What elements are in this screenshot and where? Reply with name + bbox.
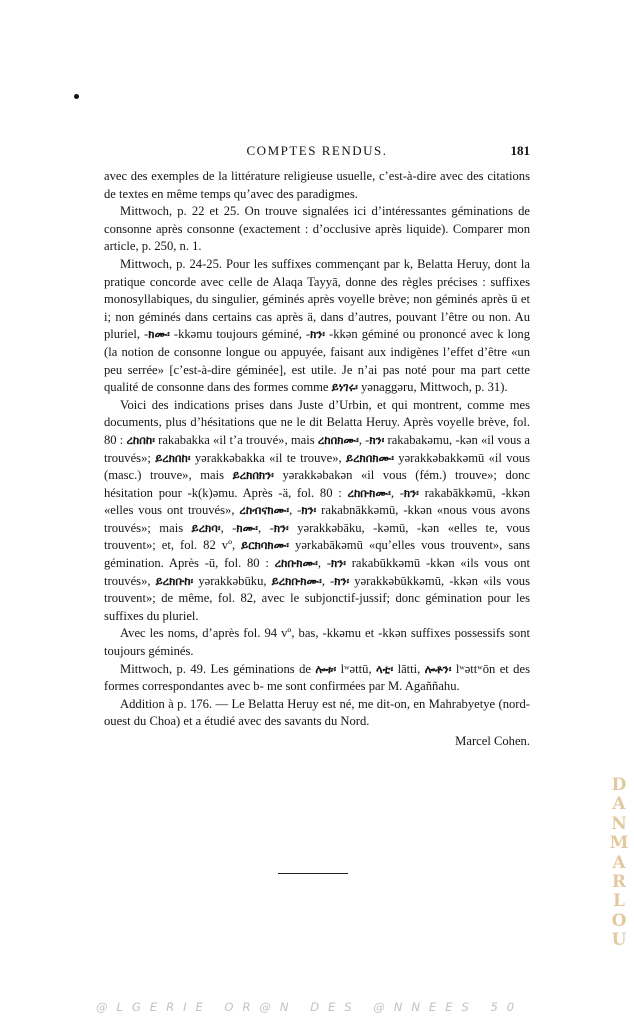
ethiopic-word: ረከበከ፡	[126, 432, 155, 447]
side-watermark-letter: U	[611, 930, 627, 951]
side-watermark-letter: A	[612, 794, 626, 815]
ethiopic-word: ክን፡	[334, 573, 350, 588]
ethiopic-word: ይረክበክን፡	[232, 468, 274, 483]
ethiopic-word: ረከብናክሙ፡	[239, 503, 290, 518]
ethiopic-word: ይረክባ፡	[191, 520, 221, 535]
ethiopic-word: ይረክበከ፡	[155, 450, 191, 465]
ethiopic-word: ክሙ፡	[148, 327, 170, 342]
paragraph: Voici des indications prises dans Juste d’Urbin, et qui montrent, comme mes documents, plus d’hésitations que ne le dit Belatta Heruy. Après voyelle brève, fol. 80 : ረከበከ፡ rakabakka «il t’a trouvé», mais ረከበክሙ፡, -ክን፡ rakabakəmu, -kən «il vous a trouvés»; ይረክበከ፡ yərakkəbakka «il te trouve», ይረክበክሙ፡ yərakkəbakkəmū «il vous (masc.) trouve», mais ይረክበክን፡ yərakkəbakən «il vous (fém.) trouve»; donc hésitation pour -k(k)əmu. Après -ä, fol. 80 : ረከቡክሙ፡, -ክን፡ rakabākkəmū, -kkən «elles vous ont trouvés», ረከብናክሙ፡, -ክን፡ rakabnākkəmū, -kkən «nous vous avons trouvés»; mais ይረክባ፡, -ክሙ፡, -ክን፡ yərakkəbāku, -kəmū, -kən «elles te, vous trouvent»; et, fol. 82 vº, ይርክባክሙ፡ yərkabākəmū «qu’elles vous trouvent», sans gémination. Après -ū, fol. 80 : ረከቡክሙ፡, -ክን፡ rakabūkkəmū -kkən «ils vous ont trouvés», ይረክቡከ፡ yərakkəbūku, ይረክቡክሙ፡, -ክን፡ yərakkəbūkkəmū, -kkən «ils vous trouvent»; de même, fol. 82, avec le subjonctif-jussif; donc gémination pour les suffixes du pluriel.	[104, 397, 531, 623]
ethiopic-word: ክን፡	[273, 520, 289, 535]
ethiopic-word: ክን፡	[330, 556, 346, 571]
author-signature: Marcel Cohen.	[455, 734, 530, 748]
side-watermark-letter: R	[611, 872, 627, 893]
paragraph: Mittwoch, p. 49. Les géminations de ሎቱ፡ lʷəttū, ላቲ፡ lātti, ሎቶን፡ lʷəttʷōn et des formes correspondantes avec b- me sont confirmées par M. Agaññahu.	[104, 661, 530, 694]
side-watermark-letter: A	[612, 852, 626, 873]
ethiopic-word: ሎቶን፡	[424, 661, 452, 676]
ethiopic-word: ሎቱ፡	[315, 661, 337, 676]
ethiopic-word: ክን፡	[403, 485, 419, 500]
ethiopic-word: ይረክቡከ፡	[155, 573, 194, 588]
paragraph: Mittwoch, p. 24-25. Pour les suffixes commençant par k, Belatta Heruy, dont la pratique concorde avec celle de Alaqa Tayyā, donne des règles précises : suffixes monosyllabiques, du singulier, géminés après voyelle brève; non géminés après ū et i; non géminés dans certains cas après ä, dans d’autres, pouvant l’être ou non. Au pluriel, -ክሙ፡ -kkəmu toujours géminé, -ክን፡ -kkən géminé ou prononcé avec k long (la notion de consonne longue ou appuyée, faisant aux indigènes l’effet d’être «un peu serrée» [c’est-à-dire géminée], est utile. Je n’ai pas noté pour ma part cette qualité de consonne dans des formes comme ይነገሩ፡ yənaggəru, Mittwoch, p. 31).	[104, 256, 530, 395]
ethiopic-word: ይረክቡክሙ፡	[271, 573, 322, 588]
body-text	[104, 168, 530, 751]
page-number: 181	[510, 143, 530, 158]
ethiopic-word: ክሙ፡	[236, 520, 259, 535]
side-watermark-letter: O	[611, 910, 627, 931]
ethiopic-word: ይረክበክሙ፡	[346, 450, 394, 465]
ethiopic-word: ረከቡክሙ፡	[347, 485, 391, 500]
running-head	[104, 143, 530, 163]
ethiopic-word: ክን፡	[310, 327, 326, 342]
ethiopic-word: ክን፡	[301, 503, 317, 518]
footer-watermark: @LGERIE OR@N DES @NNEES 50	[96, 1000, 524, 1014]
side-watermark-letter: L	[613, 891, 625, 912]
ethiopic-word: ይነገሩ፡	[331, 380, 358, 395]
closing-rule	[278, 873, 348, 874]
ink-speck	[74, 94, 79, 99]
ethiopic-word: ክን፡	[369, 432, 385, 447]
paragraph: avec des exemples de la littérature religieuse usuelle, c’est-à-dire avec des citations de textes en même temps qu’avec des paradigmes.	[104, 169, 530, 201]
side-watermark	[608, 776, 630, 951]
paragraph: Addition à p. 176. — Le Belatta Heruy est né, me dit-on, en Mahrabyetye (nord-ouest du Choa) et a étudié avec des savants du Nord.	[104, 696, 530, 729]
paragraph: Mittwoch, p. 22 et 25. On trouve signalées ici d’intéressantes géminations de consonne après consonne (exactement : d’occlusive après liquide). Comparer mon article, p. 250, n. 1.	[104, 204, 530, 254]
side-watermark-letter: N	[611, 813, 627, 834]
paragraph: Avec les noms, d’après fol. 94 vº, bas, -kkəmu et -kkən suffixes possessifs sont toujours géminés.	[104, 626, 530, 659]
ethiopic-word: ላቲ፡	[376, 661, 394, 676]
ethiopic-word: ይርክባክሙ፡	[241, 538, 290, 553]
side-watermark-letter: D	[611, 775, 627, 795]
ethiopic-word: ረከበክሙ፡	[317, 432, 359, 447]
ethiopic-word: ረከቡክሙ፡	[274, 556, 318, 571]
running-title: COMPTES RENDUS.	[246, 143, 388, 158]
side-watermark-letter: M	[609, 833, 629, 854]
